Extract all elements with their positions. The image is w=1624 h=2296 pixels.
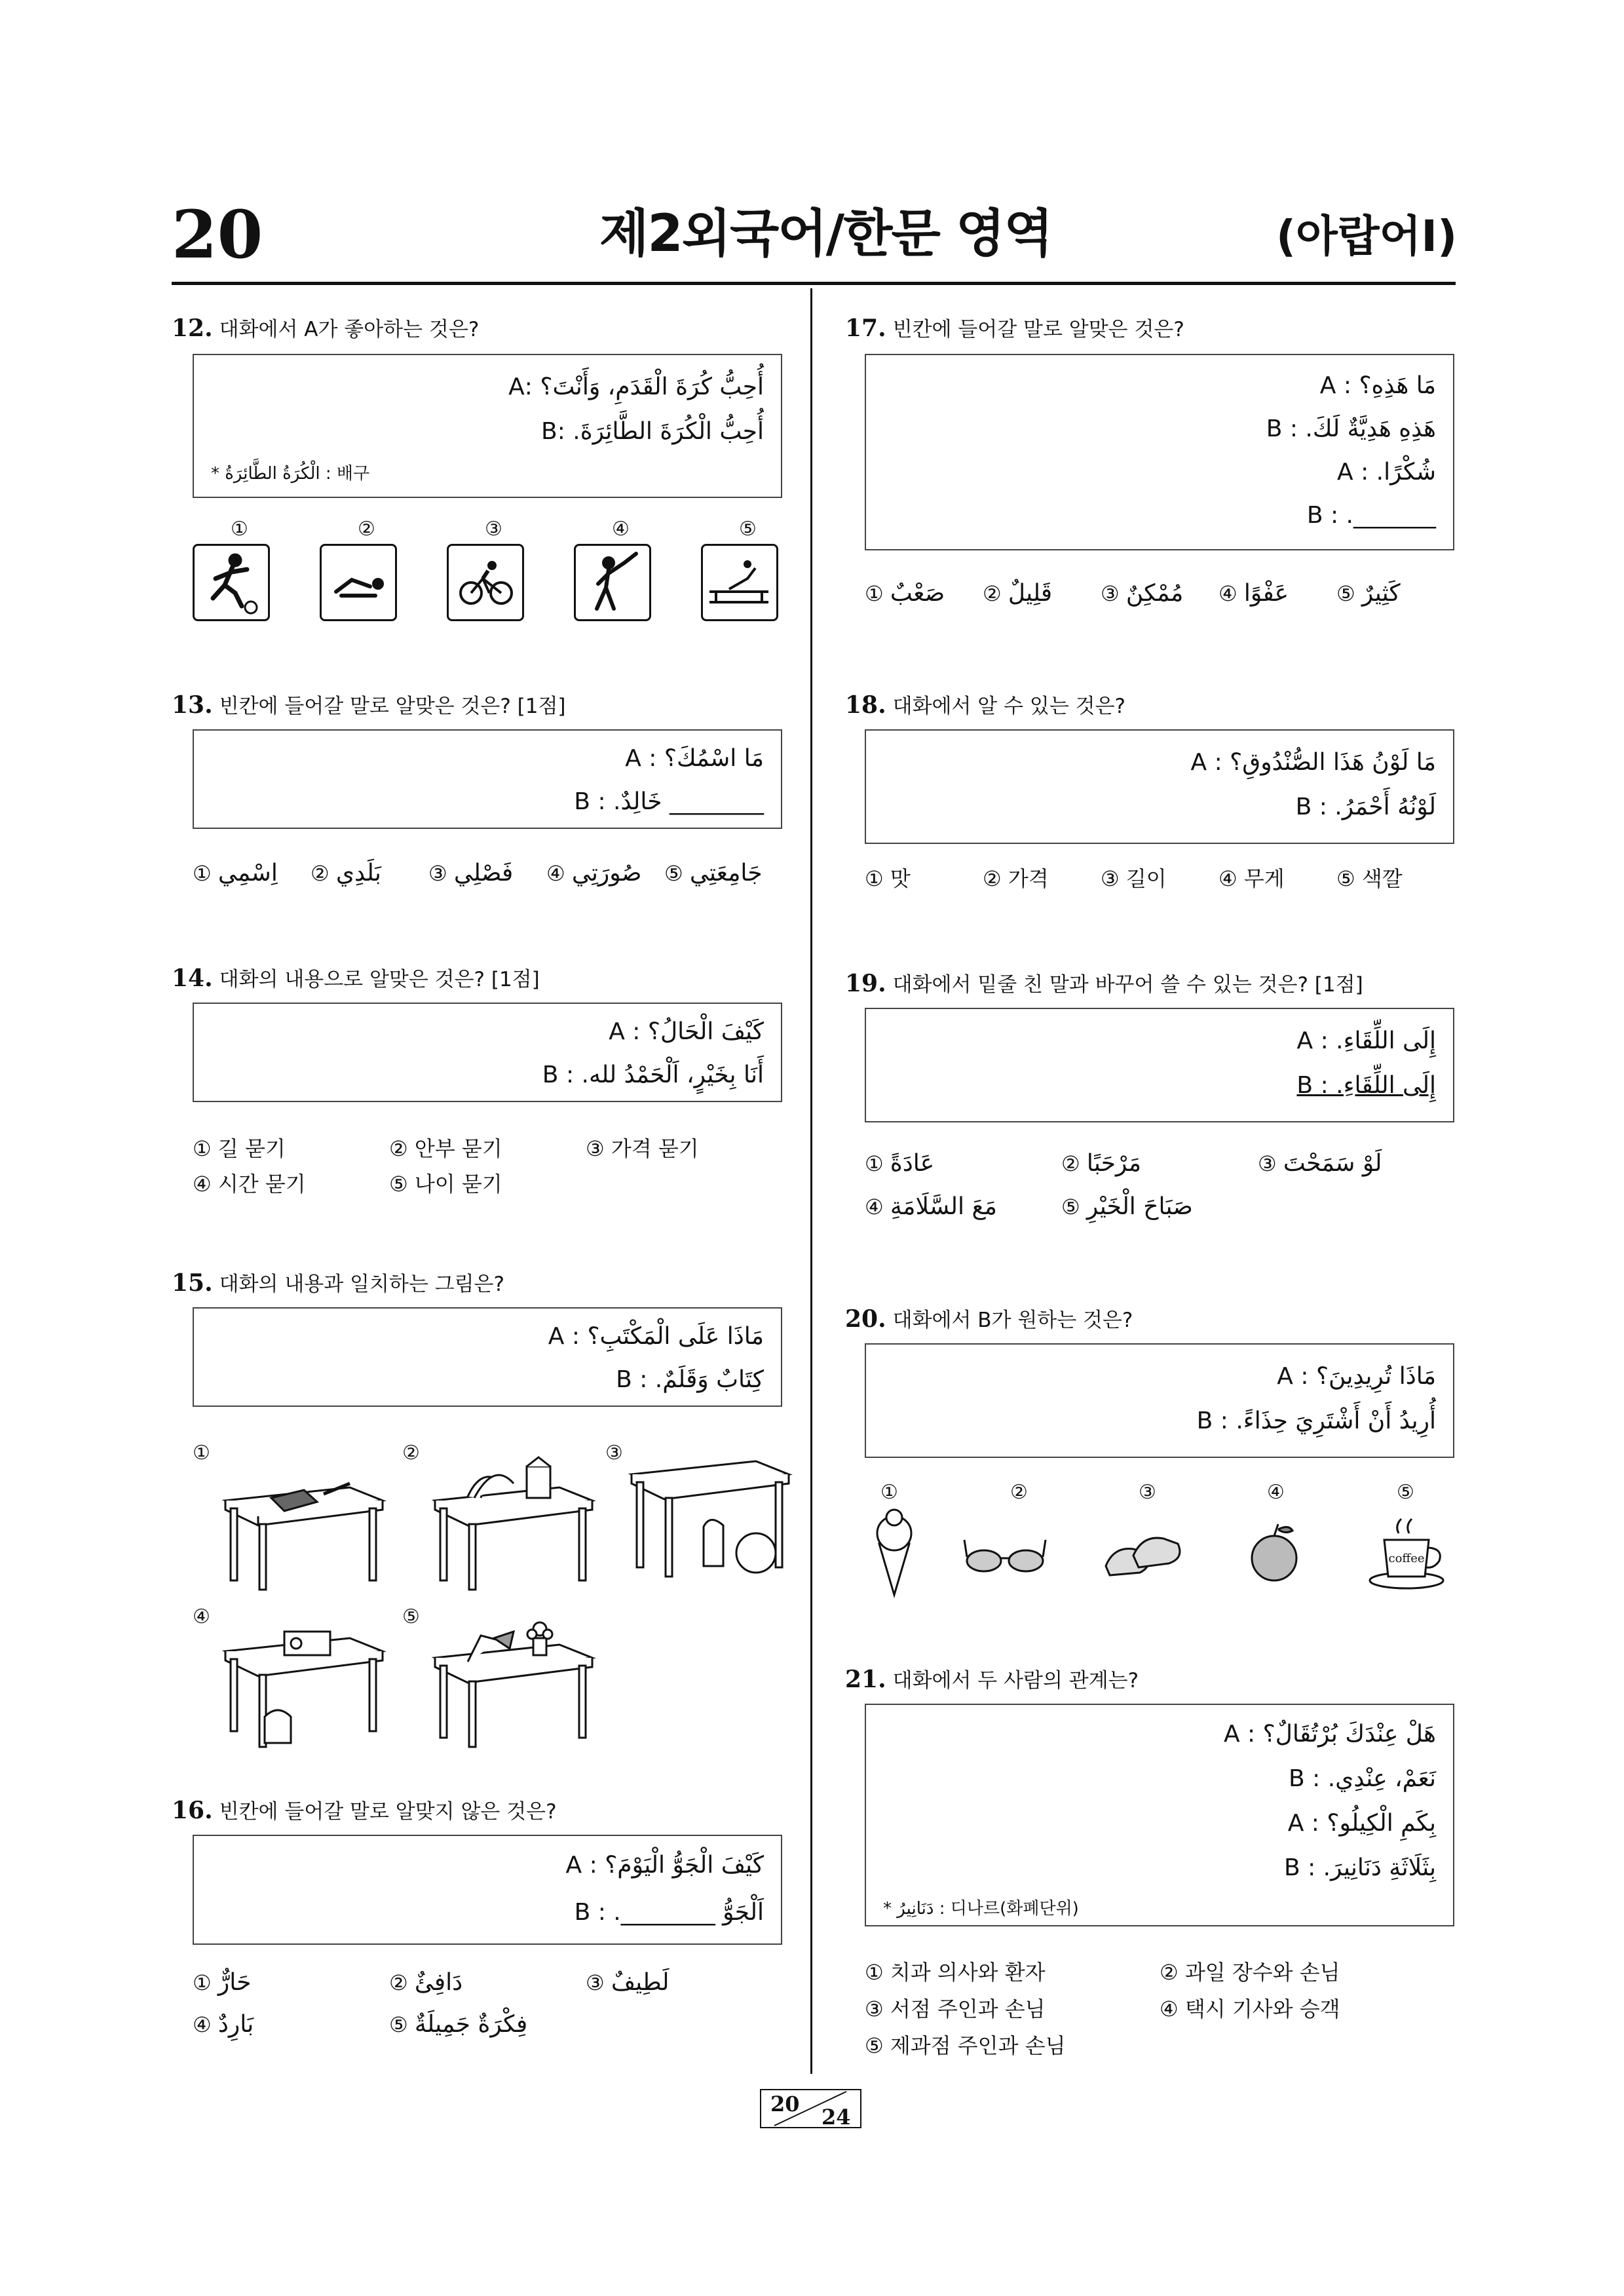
soccer-player-icon bbox=[193, 544, 270, 621]
page-indicator bbox=[760, 2089, 861, 2128]
option-5[interactable]: ⑤ 색깔 bbox=[1336, 866, 1403, 891]
option-1[interactable]: ① عَادَةً bbox=[865, 1150, 935, 1177]
option-1[interactable]: ① صَعْبٌ bbox=[865, 580, 945, 607]
dialogue-line-1: هَلْ عِنْدَكَ بُرْتُقَالٌ؟ : A bbox=[1223, 1721, 1436, 1748]
equestrian-icon bbox=[701, 544, 778, 621]
option-2[interactable]: ② بَلَدِي bbox=[311, 860, 381, 887]
question-20-options bbox=[865, 1481, 1454, 1599]
option-5[interactable]: ⑤ فِكْرَةٌ جَمِيلَةٌ bbox=[389, 2011, 528, 2038]
swimmer-icon bbox=[320, 544, 397, 621]
question-18-prompt: 18. 대화에서 알 수 있는 것은? bbox=[845, 691, 1125, 719]
page-number: 20 bbox=[172, 196, 263, 273]
coffee-cup-icon bbox=[1366, 1514, 1451, 1592]
option-4[interactable]: ④ بَارِدٌ bbox=[193, 2011, 254, 2038]
option-1[interactable]: ① حَارٌّ bbox=[193, 1969, 252, 1996]
question-15-dialogue bbox=[193, 1307, 782, 1407]
option-3[interactable]: ③ مُمْكِنٌ bbox=[1101, 580, 1184, 607]
dialogue-line-3: شُكْرًا. : A bbox=[1336, 459, 1436, 486]
dialogue-line-b: ________ خَالِدٌ. : B bbox=[574, 788, 764, 815]
dialogue-line-3: بِكَمِ الْكِيلُو؟ : A bbox=[1287, 1810, 1436, 1837]
dialogue-line-2: نَعَمْ، عِنْدِي. : B bbox=[1289, 1765, 1436, 1792]
dialogue-line-b: كِتَابٌ وَقَلَمٌ. : B bbox=[616, 1366, 764, 1393]
dialogue-line-a: مَا لَوْنُ هَذَا الصُّنْدُوقِ؟ : A bbox=[1190, 749, 1436, 776]
option-2[interactable]: ② 과일 장수와 손님 bbox=[1160, 1960, 1340, 1985]
vocab-note: * الْكُرَةُ الطَّائِرَةُ : 배구 bbox=[211, 464, 370, 484]
dialogue-line-a: مَاذَا عَلَى الْمَكْتَبِ؟ : A bbox=[548, 1323, 764, 1350]
option-3[interactable]: ③ 서점 주인과 손님 bbox=[865, 1997, 1046, 2021]
option-4[interactable]: ④ 택시 기사와 승객 bbox=[1160, 1997, 1340, 2021]
dialogue-line-2: هَذِهِ هَدِيَّةٌ لَكَ. : B bbox=[1266, 415, 1436, 442]
question-12-prompt: 12. 대화에서 A가 좋아하는 것은? bbox=[172, 315, 480, 342]
column-divider bbox=[810, 288, 812, 2074]
dialogue-line-4: بِثَلَاثَةِ دَنَانِيرَ. : B bbox=[1283, 1854, 1436, 1881]
apple-icon bbox=[1241, 1520, 1307, 1586]
shoes-icon bbox=[1101, 1520, 1186, 1586]
question-15-options bbox=[193, 1442, 795, 1750]
fencer-icon bbox=[574, 544, 651, 621]
question-19-options bbox=[865, 1150, 1454, 1229]
header-rule bbox=[172, 282, 1456, 285]
option-4-number: ④ bbox=[193, 1605, 210, 1628]
question-14-dialogue bbox=[193, 1003, 782, 1102]
dialogue-line-b: أُرِيدُ أَنْ أَشْتَرِيَ حِذَاءً. : B bbox=[1196, 1407, 1436, 1434]
option-4[interactable]: ④ صُورَتِي bbox=[546, 860, 642, 887]
option-1[interactable]: ① اِسْمِي bbox=[193, 860, 278, 887]
dialogue-line-b: لَوْنُهُ أَحْمَرُ. : B bbox=[1295, 794, 1436, 820]
question-17-options bbox=[865, 580, 1454, 613]
dialogue-line-a: إِلَى اللِّقَاءِ. : A bbox=[1296, 1027, 1436, 1054]
question-16-prompt: 16. 빈칸에 들어갈 말로 알맞지 않은 것은? bbox=[172, 1797, 557, 1824]
question-20-dialogue bbox=[865, 1343, 1454, 1458]
dialogue-line-4: _______. : B bbox=[1306, 502, 1436, 529]
question-14-options bbox=[193, 1132, 782, 1204]
dialogue-line-b: أُحِبُّ الْكُرَةَ الطَّائِرَةَ. :B bbox=[540, 418, 764, 445]
option-2-number: ② bbox=[402, 1442, 420, 1464]
question-15-prompt: 15. 대화의 내용과 일치하는 그림은? bbox=[172, 1269, 504, 1297]
option-3[interactable]: ③ فَصْلِي bbox=[428, 860, 514, 887]
table-with-lamp-and-flowers-icon bbox=[428, 1612, 599, 1756]
option-2[interactable]: ② دَافِئٌ bbox=[389, 1969, 463, 1996]
question-12-options bbox=[193, 518, 782, 636]
option-5[interactable]: ⑤ جَامِعَتِي bbox=[664, 860, 763, 887]
question-21-options bbox=[865, 1956, 1454, 2067]
option-2[interactable]: ② مَرْحَبًا bbox=[1061, 1150, 1142, 1177]
table-with-cat-and-ball-icon bbox=[625, 1448, 795, 1592]
question-14-prompt: 14. 대화의 내용으로 알맞은 것은? [1점] bbox=[172, 965, 540, 992]
option-3[interactable]: ③ 가격 묻기 bbox=[586, 1136, 699, 1161]
option-3[interactable]: ③ لَوْ سَمَحْتَ bbox=[1258, 1150, 1382, 1177]
option-1-number: ① bbox=[193, 1442, 210, 1464]
option-3-number: ③ bbox=[485, 518, 502, 541]
question-18-options bbox=[865, 862, 1454, 895]
option-3[interactable]: ③ 길이 bbox=[1101, 866, 1167, 891]
question-17-prompt: 17. 빈칸에 들어갈 말로 알맞은 것은? bbox=[845, 315, 1184, 342]
subject-label: (아랍어Ⅰ) bbox=[1276, 211, 1458, 261]
option-1-number: ① bbox=[880, 1481, 898, 1504]
option-5[interactable]: ⑤ صَبَاحَ الْخَيْرِ bbox=[1061, 1193, 1193, 1220]
option-5[interactable]: ⑤ كَثِيرٌ bbox=[1336, 580, 1401, 607]
option-4[interactable]: ④ مَعَ السَّلَامَةِ bbox=[865, 1193, 997, 1220]
question-19-prompt: 19. 대화에서 밑줄 친 말과 바꾸어 쓸 수 있는 것은? [1점] bbox=[845, 970, 1363, 997]
option-4-number: ④ bbox=[1267, 1481, 1285, 1504]
option-1[interactable]: ① 치과 의사와 환자 bbox=[865, 1960, 1046, 1985]
option-5[interactable]: ⑤ 나이 묻기 bbox=[389, 1172, 502, 1196]
question-13-prompt: 13. 빈칸에 들어갈 말로 알맞은 것은? [1점] bbox=[172, 691, 566, 719]
question-21-dialogue bbox=[865, 1704, 1454, 1926]
exam-title: 제2외국어/한문 영역 bbox=[599, 204, 1052, 263]
option-1[interactable]: ① 맛 bbox=[865, 866, 911, 891]
dialogue-line-a: كَيْفَ الْحَالُ؟ : A bbox=[609, 1018, 764, 1045]
question-13-options bbox=[193, 860, 782, 892]
question-12-dialogue bbox=[193, 354, 782, 498]
sunglasses-icon bbox=[963, 1533, 1048, 1579]
table-with-radio-and-bag-icon bbox=[219, 1618, 389, 1756]
current-page: 20 bbox=[770, 2092, 800, 2116]
question-16-options bbox=[193, 1969, 782, 2054]
option-3-number: ③ bbox=[1139, 1481, 1156, 1504]
option-3[interactable]: ③ لَطِيفٌ bbox=[586, 1969, 670, 1996]
vocab-note: * دَنَانِيرُ : 디나르(화폐단위) bbox=[883, 1899, 1079, 1919]
dialogue-line-1: مَا هَذِهِ؟ : A bbox=[1319, 372, 1436, 399]
option-4-number: ④ bbox=[612, 518, 630, 541]
option-1-number: ① bbox=[231, 518, 248, 541]
option-4[interactable]: ④ 시간 묻기 bbox=[193, 1172, 306, 1196]
question-17-dialogue bbox=[865, 354, 1454, 550]
total-pages: 24 bbox=[821, 2105, 851, 2130]
question-13-dialogue bbox=[193, 729, 782, 829]
question-16-dialogue bbox=[193, 1835, 782, 1945]
dialogue-line-a: مَاذَا تُرِيدِينَ؟ : A bbox=[1277, 1363, 1436, 1390]
cyclist-icon bbox=[447, 544, 524, 621]
question-18-dialogue bbox=[865, 729, 1454, 844]
option-2-number: ② bbox=[358, 518, 375, 541]
question-19-dialogue bbox=[865, 1008, 1454, 1122]
option-4[interactable]: ④ عَفْوًا bbox=[1218, 580, 1289, 607]
option-3-number: ③ bbox=[605, 1442, 623, 1464]
option-2[interactable]: ② 가격 bbox=[983, 866, 1049, 891]
dialogue-line-a: أُحِبُّ كُرَةَ الْقَدَمِ، وَأَنْتَ؟ :A bbox=[508, 373, 764, 400]
dialogue-line-b: اَلْجَوُّ ________. : B bbox=[574, 1899, 764, 1926]
option-1[interactable]: ① 길 묻기 bbox=[193, 1136, 286, 1161]
dialogue-line-a: مَا اسْمُكَ؟ : A bbox=[625, 745, 764, 772]
question-20-prompt: 20. 대화에서 B가 원하는 것은? bbox=[845, 1305, 1133, 1333]
table-with-bananas-and-milk-icon bbox=[428, 1455, 599, 1592]
question-21-prompt: 21. 대화에서 두 사람의 관계는? bbox=[845, 1666, 1139, 1693]
dialogue-line-a: كَيْفَ الْجَوُّ الْيَوْمَ؟ : A bbox=[565, 1852, 764, 1879]
option-5-number: ⑤ bbox=[402, 1605, 420, 1628]
ice-cream-icon bbox=[865, 1507, 924, 1599]
dialogue-line-b: أَنَا بِخَيْرٍ، اَلْحَمْدُ لله. : B bbox=[542, 1062, 764, 1088]
option-2[interactable]: ② 안부 묻기 bbox=[389, 1136, 502, 1161]
dialogue-line-b-underlined: إِلَى اللِّقَاءِ. : B bbox=[1296, 1072, 1436, 1099]
option-5[interactable]: ⑤ 제과점 주인과 손님 bbox=[865, 2033, 1066, 2058]
option-2-number: ② bbox=[1010, 1481, 1028, 1504]
option-5-number: ⑤ bbox=[739, 518, 757, 541]
option-2[interactable]: ② قَلِيلٌ bbox=[983, 580, 1053, 607]
table-with-book-and-pen-icon bbox=[219, 1461, 389, 1592]
coffee-label: coffee bbox=[1388, 1552, 1425, 1565]
option-5-number: ⑤ bbox=[1397, 1481, 1414, 1504]
option-4[interactable]: ④ 무게 bbox=[1218, 866, 1285, 891]
